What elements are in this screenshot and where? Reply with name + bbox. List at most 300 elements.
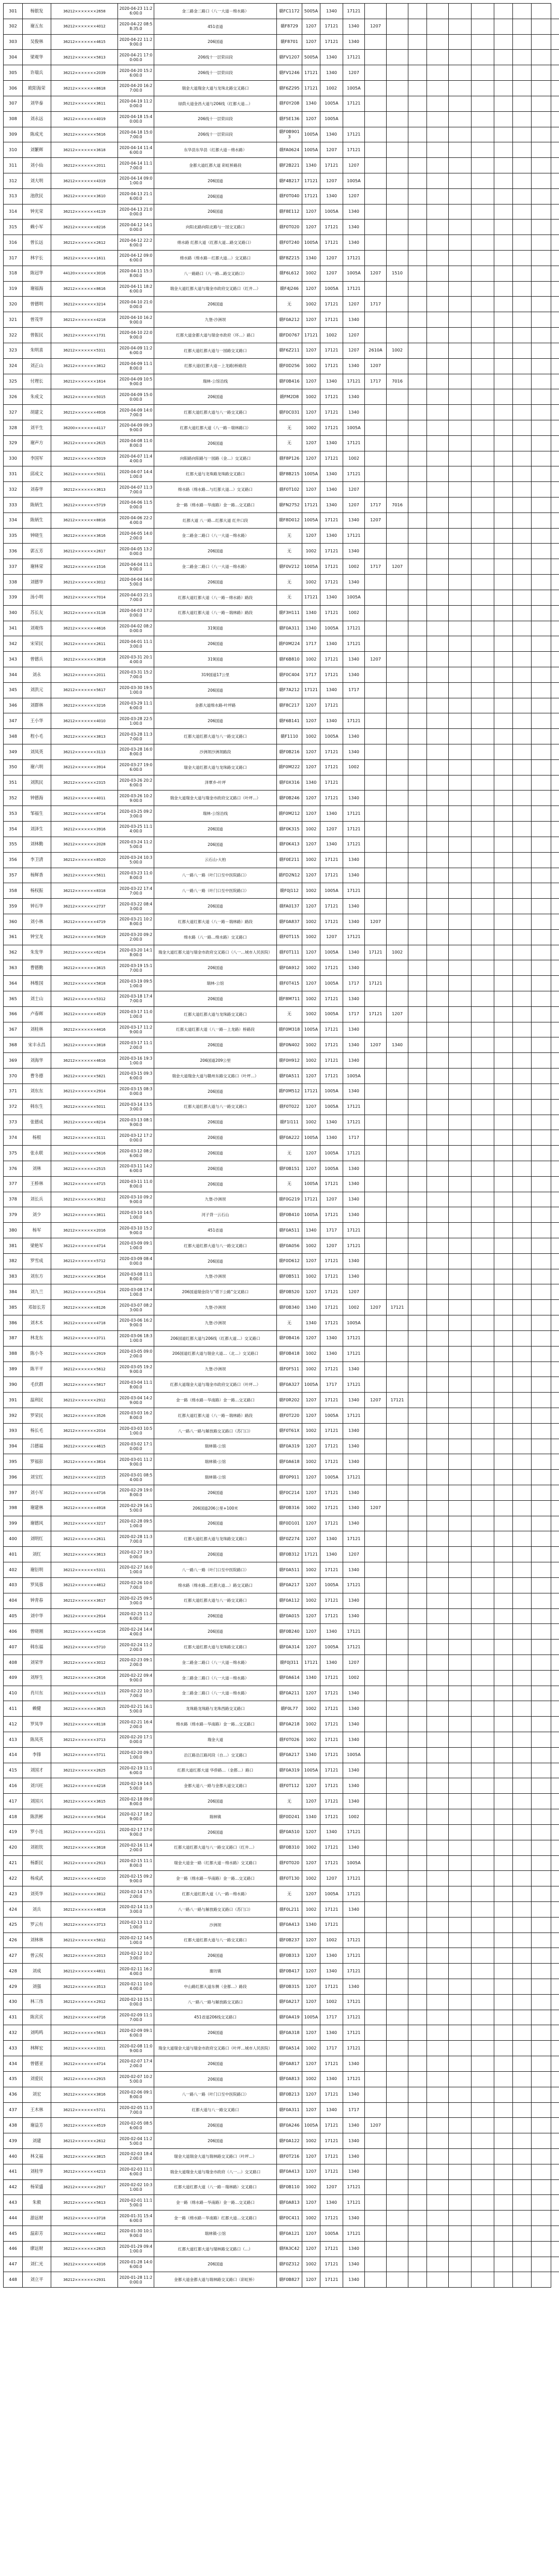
cell-id: 36212×××××××5311 [51,1562,118,1578]
cell-empty [472,1330,494,1346]
cell-time: 2020-04-07 11:44:00.0 [118,451,154,466]
cell-code: 1207 [320,1238,343,1254]
cell-empty [408,682,427,698]
cell-code [387,158,408,173]
cell-time: 2020-04-22 11:29:00.0 [118,34,154,50]
cell-empty [427,559,449,575]
table-row [4,1006,559,1022]
cell-location: 金二路金二路口（八一大道－绵水路） [154,528,277,544]
cell-name: 张德成 [23,1115,51,1130]
cell-code: 1005A [320,1470,343,1485]
cell-code: 1340 [343,1686,365,1701]
cell-id: 36212×××××××3615 [51,960,118,976]
cell-code: 17121 [320,544,343,559]
cell-time: 2020-02-29 19:08:00.0 [118,1485,154,1501]
cell-location: 绵水路（八一路…绵水路）交叉路口 [154,929,277,945]
cell-seq: 320 [4,297,23,312]
cell-code: 1207 [302,1964,320,1979]
cell-code: 1002 [302,1871,320,1886]
cell-empty [408,142,427,158]
cell-location: 九堡-沙洲坝 [154,1300,277,1315]
cell-id: 36212×××××××2016 [51,1223,118,1238]
cell-code: 1002 [302,822,320,837]
cell-name: 刘鸣鸣 [23,2025,51,2041]
cell-empty [449,420,472,435]
cell-empty [551,1377,559,1393]
cell-empty [408,1933,427,1948]
cell-empty [408,374,427,389]
cell-empty [532,2241,551,2257]
cell-location: 金一路（绵水路－华南路）金一路…交叉路口 [154,1871,277,1886]
cell-time: 2020-02-20 17:10:00.0 [118,1732,154,1748]
cell-code: 1207 [302,1624,320,1640]
cell-empty [427,1608,449,1624]
cell-code: 17121 [320,297,343,312]
cell-code: 17121 [343,50,365,65]
cell-location: 红都大道红都大道 华侨路…（金都…）路口 [154,1763,277,1778]
cell-empty [513,251,532,266]
cell-code: 1207 [302,2272,320,2288]
cell-code: 1005A [302,559,320,575]
cell-empty [551,497,559,513]
cell-empty [427,81,449,96]
cell-empty [427,2241,449,2257]
cell-plate: 赣F0T022 [277,1099,302,1115]
cell-empty [532,636,551,652]
cell-location: 向阳路向阳路与一园路（金…）交叉路口 [154,451,277,466]
cell-code [365,1871,387,1886]
cell-empty [427,1701,449,1717]
cell-seq: 401 [4,1547,23,1562]
table-row [4,868,559,883]
cell-empty [427,1315,449,1331]
cell-empty [408,19,427,34]
cell-plate: 赣F0B110 [277,2179,302,2195]
cell-location: 红都大道红都大道（八一路－瑞林路）路段 [154,605,277,621]
cell-seq: 316 [4,235,23,251]
cell-code [387,251,408,266]
cell-plate: 赣F1110 [277,729,302,744]
cell-code [387,528,408,544]
cell-time: 2020-04-03 21:17:00.0 [118,590,154,605]
cell-empty [449,1037,472,1053]
row-marker [551,1670,559,1686]
cell-empty [513,652,532,667]
cell-empty [427,929,449,945]
cell-location: 绵水路（绵水路…与红都大道…）交叉路口 [154,482,277,497]
cell-empty [427,914,449,929]
cell-code: 17121 [320,652,343,667]
cell-empty [532,1146,551,1161]
cell-location: 451省道 [154,1223,277,1238]
cell-empty [472,868,494,883]
cell-code [387,1840,408,1855]
cell-empty [494,1207,513,1223]
cell-empty [427,374,449,389]
cell-code: 1717 [343,976,365,991]
cell-time: 2020-04-09 14:07:00.0 [118,405,154,420]
cell-name: 李锋 [23,1747,51,1763]
cell-empty [532,2118,551,2133]
cell-location: 金二路金二路口（八一大道－绵水路） [154,4,277,19]
table-row [4,1948,559,1964]
cell-empty [449,513,472,528]
row-marker [551,929,559,945]
cell-empty [472,1717,494,1732]
cell-time: 2020-02-10 15:10:00.0 [118,1994,154,2010]
cell-empty [494,466,513,482]
cell-empty [513,482,532,497]
cell-location: 八一路八一路（叶门口至中医院路口） [154,883,277,899]
cell-empty [494,1717,513,1732]
cell-code: 17121 [343,96,365,111]
cell-code [387,1223,408,1238]
table-row [4,1362,559,1377]
cell-empty [513,1840,532,1855]
cell-code: 1207 [302,837,320,852]
cell-code: 17121 [343,1886,365,1902]
cell-plate: 赣F0B246 [277,791,302,806]
cell-empty [494,682,513,698]
cell-code [365,2025,387,2041]
cell-empty [551,81,559,96]
cell-time: 2020-03-09 08:40:00.0 [118,1253,154,1269]
cell-plate: 赣F8E112 [277,204,302,219]
cell-code [365,544,387,559]
cell-empty [472,1994,494,2010]
cell-empty [472,235,494,251]
cell-empty [532,1917,551,1933]
cell-code: 17121 [320,1747,343,1763]
cell-empty [494,1516,513,1531]
cell-location: 206国道 [154,1624,277,1640]
row-marker [551,1022,559,1037]
cell-location: 绿荫大道金昌大道与206线（红都大道…） [154,96,277,111]
cell-location: 206国道 [154,2056,277,2072]
cell-code: 1002 [320,1994,343,2010]
cell-empty [513,1794,532,1809]
cell-empty [494,405,513,420]
cell-plate: 赣F0A311 [277,2102,302,2118]
cell-empty [532,1377,551,1393]
cell-time: 2020-02-03 11:16:00.0 [118,2164,154,2179]
cell-code [365,1948,387,1964]
cell-code: 1207 [302,945,320,960]
cell-code: 1207 [320,251,343,266]
cell-empty [532,389,551,405]
cell-code: 17121 [302,590,320,605]
cell-code: 17121 [320,1809,343,1825]
cell-empty [427,389,449,405]
cell-plate: 赣F0Z312 [277,2257,302,2272]
cell-empty [427,204,449,219]
table-row [4,1593,559,1608]
cell-time: 2020-03-19 09:51:00.0 [118,976,154,991]
cell-id: 36212×××××××5711 [51,2102,118,2118]
cell-code: 1005A [320,883,343,899]
cell-empty [449,1238,472,1254]
cell-empty [427,235,449,251]
cell-plate: 赣F6B141 [277,713,302,729]
cell-seq: 371 [4,1084,23,1099]
cell-code: 17121 [343,1577,365,1593]
cell-seq: 360 [4,914,23,929]
table-row [4,1933,559,1948]
cell-code [387,466,408,482]
cell-code [343,111,365,127]
cell-code: 17121 [302,1084,320,1099]
cell-empty [449,266,472,281]
cell-empty [472,1161,494,1176]
cell-empty [472,1223,494,1238]
cell-empty [449,2102,472,2118]
cell-empty [472,451,494,466]
cell-empty [472,1470,494,1485]
cell-empty [449,945,472,960]
row-marker [551,837,559,852]
cell-plate: 赣F0A614 [277,1670,302,1686]
table-row [4,2010,559,2025]
cell-id: 36212×××××××5813 [51,50,118,65]
cell-name: 曾晓刚 [23,1624,51,1640]
cell-empty [494,528,513,544]
cell-code: 1207 [343,158,365,173]
cell-time: 2020-04-06 11:50:00.0 [118,497,154,513]
cell-empty [513,1099,532,1115]
cell-plate: 赣F0B340 [277,1300,302,1315]
cell-id: 36212×××××××4218 [51,1778,118,1794]
cell-empty [513,682,532,698]
cell-empty [532,343,551,358]
cell-seq: 440 [4,2148,23,2164]
cell-empty [532,713,551,729]
cell-location: 红都大道红都大道（八一路－瑞林路口） [154,420,277,435]
cell-code: 1207 [365,19,387,34]
cell-id: 36212×××××××3615 [51,1794,118,1809]
cell-code: 17121 [320,1763,343,1778]
cell-seq: 327 [4,405,23,420]
cell-empty [427,1176,449,1192]
cell-code [365,1099,387,1115]
cell-code [365,822,387,837]
cell-empty [532,1608,551,1624]
cell-empty [408,435,427,451]
cell-location: 206国道 [154,713,277,729]
cell-location: 206国道 [154,2257,277,2272]
cell-seq: 384 [4,1284,23,1300]
cell-empty [532,204,551,219]
cell-code: 1207 [302,528,320,544]
cell-code: 1207 [302,1855,320,1871]
cell-seq: 397 [4,1485,23,1501]
cell-empty [513,1192,532,1207]
cell-code [365,837,387,852]
cell-location: 319国道 [154,652,277,667]
cell-empty [449,1115,472,1130]
table-row [4,1330,559,1346]
cell-empty [408,1670,427,1686]
cell-empty [472,1901,494,1917]
cell-empty [427,127,449,142]
cell-plate: 赣F0T415 [277,976,302,991]
cell-code [365,328,387,343]
cell-code [365,1840,387,1855]
cell-code: 1207 [302,405,320,420]
cell-code: 17121 [320,559,343,575]
cell-empty [551,575,559,590]
table-row [4,374,559,389]
cell-plate: 无 [277,575,302,590]
cell-code: 1340 [343,1192,365,1207]
cell-time: 2020-01-29 09:41:00.0 [118,2241,154,2257]
cell-plate: 赣F0Y208 [277,96,302,111]
cell-code: 1340 [343,389,365,405]
cell-plate: 赣F0B313 [277,1948,302,1964]
cell-code: 1340 [343,2272,365,2288]
cell-empty [408,1022,427,1037]
cell-empty [427,2257,449,2272]
cell-empty [551,2164,559,2179]
table-row [4,1732,559,1748]
cell-empty [551,1176,559,1192]
cell-empty [532,2025,551,2041]
cell-code: 1340 [343,652,365,667]
cell-name: 曾茂华 [23,312,51,328]
cell-id: 36212×××××××3814 [51,1454,118,1470]
cell-seq: 387 [4,1330,23,1346]
cell-code [387,1439,408,1454]
cell-code [387,235,408,251]
table-row [4,81,559,96]
cell-plate: 赣F0B315 [277,1979,302,1995]
cell-code: 1207 [302,1330,320,1346]
cell-code [387,1053,408,1069]
cell-empty [494,2226,513,2242]
cell-time: 2020-03-06 16:29:00.0 [118,1315,154,1331]
cell-plate: 赣F0T240 [277,235,302,251]
table-row [4,1840,559,1855]
cell-empty [513,713,532,729]
cell-code: 1005A [302,142,320,158]
cell-empty [472,759,494,775]
cell-location: 河子背一云石山 [154,1207,277,1223]
cell-plate: 赣F0M318 [277,1022,302,1037]
cell-code [365,420,387,435]
table-row [4,605,559,621]
cell-time: 2020-02-27 19:30:00.0 [118,1547,154,1562]
cell-time: 2020-04-01 11:13:00.0 [118,636,154,652]
cell-empty [472,204,494,219]
cell-code: 1340 [387,1037,408,1053]
cell-empty [408,173,427,188]
cell-code [387,822,408,837]
cell-empty [449,1547,472,1562]
cell-empty [532,1500,551,1516]
cell-empty [513,297,532,312]
cell-code: 1207 [365,513,387,528]
cell-seq: 402 [4,1562,23,1578]
cell-empty [449,235,472,251]
cell-code [387,1886,408,1902]
cell-plate: 赣F0A813 [277,2195,302,2211]
cell-empty [427,1763,449,1778]
cell-empty [408,1176,427,1192]
cell-empty [427,1824,449,1840]
table-row [4,1393,559,1408]
cell-empty [513,590,532,605]
cell-time: 2020-03-12 08:26:00.0 [118,1146,154,1161]
cell-code: 1340 [320,497,343,513]
cell-empty [513,729,532,744]
cell-code: 17121 [302,1655,320,1670]
cell-seq: 445 [4,2226,23,2242]
cell-empty [513,405,532,420]
cell-empty [408,1084,427,1099]
cell-plate: 赣F0V212 [277,559,302,575]
cell-code: 7016 [387,497,408,513]
cell-code [365,2211,387,2226]
cell-id: 36212×××××××3618 [51,1840,118,1855]
cell-empty [449,1470,472,1485]
cell-empty [513,1655,532,1670]
cell-code [387,34,408,50]
cell-code [387,1099,408,1115]
cell-time: 2020-03-31 15:27:00.0 [118,667,154,682]
cell-id: 36212×××××××4316 [51,2257,118,2272]
cell-empty [449,1577,472,1593]
cell-empty [494,883,513,899]
cell-empty [551,482,559,497]
cell-empty [513,34,532,50]
cell-code [365,1778,387,1794]
table-row [4,698,559,713]
cell-id: 36212×××××××3526 [51,1408,118,1423]
cell-empty [449,528,472,544]
cell-code: 1340 [302,158,320,173]
cell-name: 胡建文 [23,405,51,420]
cell-plate: 赣F0T102 [277,482,302,497]
cell-id: 36212×××××××3111 [51,1130,118,1146]
cell-location: 九堡-沙洲坝 [154,1192,277,1207]
cell-code: 1340 [343,1562,365,1578]
cell-code [387,1717,408,1732]
cell-time: 2020-02-26 10:07:00.0 [118,1577,154,1593]
cell-code [365,1824,387,1840]
cell-empty [427,1871,449,1886]
cell-empty [494,81,513,96]
cell-code: 1340 [343,1393,365,1408]
cell-empty [551,111,559,127]
cell-empty [408,1547,427,1562]
cell-code: 17121 [320,1253,343,1269]
cell-code: 17121 [343,806,365,822]
cell-empty [427,605,449,621]
cell-location: 红都大道(红都大道－上龙路)桥路段 [154,358,277,374]
cell-id: 36212×××××××3118 [51,605,118,621]
cell-name: 刘国才 [23,1763,51,1778]
cell-time: 2020-04-04 11:19:00.0 [118,559,154,575]
cell-code: 1207 [302,19,320,34]
cell-code [365,1670,387,1686]
cell-time: 2020-03-20 09:22:00.0 [118,929,154,945]
cell-name: 刘凯民 [23,775,51,791]
cell-empty [513,2056,532,2072]
table-row [4,729,559,744]
cell-code: 1340 [320,2195,343,2211]
cell-code: 1340 [343,34,365,50]
cell-code [365,960,387,976]
cell-seq: 410 [4,1686,23,1701]
